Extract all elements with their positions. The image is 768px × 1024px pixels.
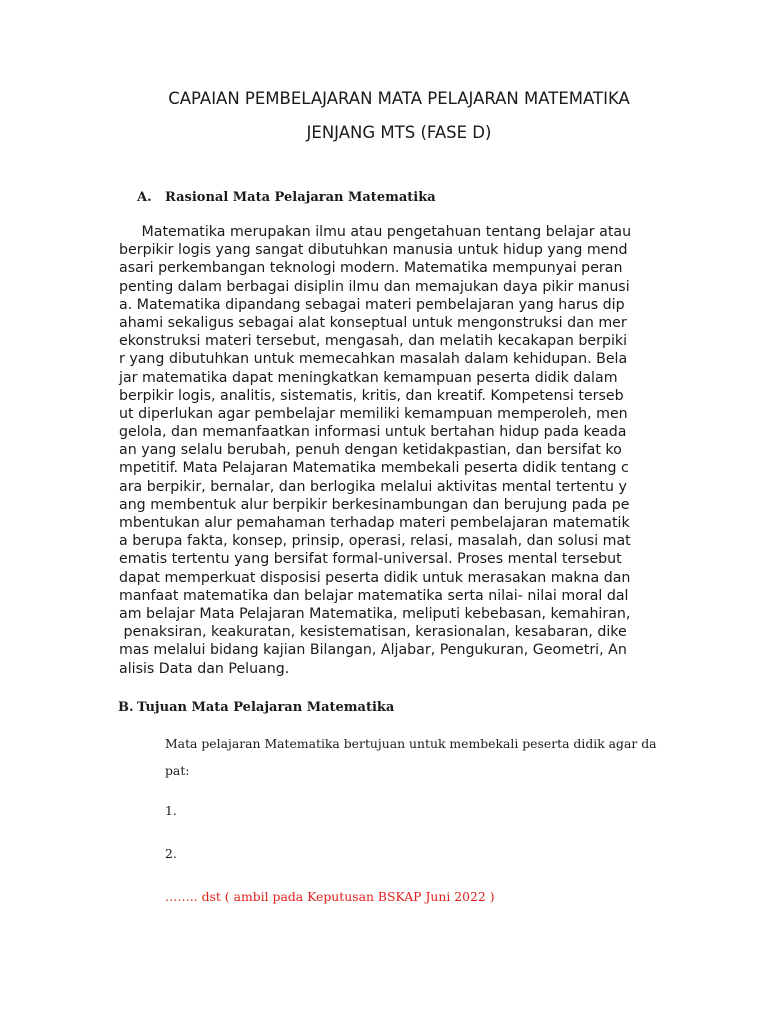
paragraph-line: mas melalui bidang kajian Bilangan, Aljabar, Pengukuran, Geometri, An <box>119 642 627 659</box>
paragraph-line: penting dalam berbagai disiplin ilmu dan memajukan daya pikir manusi <box>119 278 630 295</box>
document-title-line-2: JENJANG MTS (FASE D) <box>306 123 492 142</box>
section-a-heading <box>137 190 436 205</box>
paragraph-line: ut diperlukan agar pembelajar memiliki kemampuan memperoleh, men <box>119 405 628 422</box>
section-a-letter: A. <box>137 190 152 205</box>
paragraph-line: dapat memperkuat disposisi peserta didik untuk merasakan makna dan <box>119 569 631 586</box>
paragraph-line: ematis tertentu yang bersifat formal-universal. Proses mental tersebut <box>119 551 622 568</box>
paragraph-line: ang membentuk alur berpikir berkesinambungan dan berujung pada pe <box>119 496 630 513</box>
section-a-title: Rasional Mata Pelajaran Matematika <box>165 190 436 205</box>
section-b-letter: B. <box>118 700 134 715</box>
paragraph-line: berpikir logis yang sangat dibutuhkan manusia untuk hidup yang mend <box>119 242 628 259</box>
paragraph-line: alisis Data dan Peluang. <box>119 660 290 677</box>
paragraph-line: berpikir logis, analitis, sistematis, kritis, dan kreatif. Kompetensi terseb <box>119 387 624 404</box>
list-item-1: 1. <box>165 803 177 818</box>
paragraph-line: mpetitif. Mata Pelajaran Matematika membekali peserta didik tentang c <box>119 460 629 477</box>
paragraph-line: Matematika merupakan ilmu atau pengetahuan tentang belajar atau <box>119 224 632 240</box>
paragraph-line: an yang selalu berubah, penuh dengan ketidakpastian, dan bersifat ko <box>119 442 622 459</box>
paragraph-line: ahami sekaligus sebagai alat konseptual untuk mengonstruksi dan mer <box>119 314 627 331</box>
paragraph-line: asari perkembangan teknologi modern. Matematika mempunyai peran <box>119 260 623 277</box>
reference-note: …….. dst ( ambil pada Keputusan BSKAP Juni 2022 ) <box>165 889 495 904</box>
section-a-paragraph <box>119 223 685 678</box>
section-b-title: Tujuan Mata Pelajaran Matematika <box>137 700 395 715</box>
paragraph-line: a berupa fakta, konsep, prinsip, operasi, relasi, masalah, dan solusi mat <box>119 533 631 550</box>
section-b-heading <box>118 700 394 715</box>
section-b-intro-line-1: Mata pelajaran Matematika bertujuan untuk membekali peserta didik agar da <box>165 736 657 751</box>
paragraph-line: r yang dibutuhkan untuk memecahkan masalah dalam kehidupan. Bela <box>119 351 628 368</box>
paragraph-line: a. Matematika dipandang sebagai materi pembelajaran yang harus dip <box>119 296 625 313</box>
paragraph-line: manfaat matematika dan belajar matematika serta nilai- nilai moral dal <box>119 587 629 604</box>
paragraph-line: am belajar Mata Pelajaran Matematika, meliputi kebebasan, kemahiran, <box>119 605 631 622</box>
document-title-line-1: CAPAIAN PEMBELAJARAN MATA PELAJARAN MATEMATIKA <box>168 89 630 108</box>
paragraph-line: ara berpikir, bernalar, dan berlogika melalui aktivitas mental tertentu y <box>119 478 627 495</box>
section-b-intro-line-2: pat: <box>165 763 190 778</box>
paragraph-line: gelola, dan memanfaatkan informasi untuk bertahan hidup pada keada <box>119 424 627 441</box>
list-item-2: 2. <box>165 846 177 861</box>
paragraph-line: penaksiran, keakuratan, kesistematisan, kerasionalan, kesabaran, dike <box>119 624 627 641</box>
paragraph-line: jar matematika dapat meningkatkan kemampuan peserta didik dalam <box>119 369 618 386</box>
paragraph-line: ekonstruksi materi tersebut, mengasah, dan melatih kecakapan berpiki <box>119 333 628 350</box>
paragraph-line: mbentukan alur pemahaman terhadap materi pembelajaran matematik <box>119 515 630 531</box>
